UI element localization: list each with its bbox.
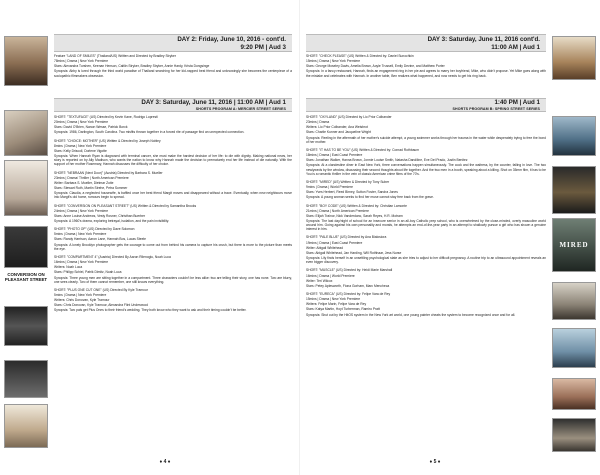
short-stars: Stars: Petey Aplesworth, Fiona Gorham, Marc Mencheca	[306, 283, 390, 288]
mired-poster	[552, 218, 596, 272]
short-synopsis: Synopsis: 1986, Darlington, South Carolina. Two misfits thrown together in a forced rite of passage find an unexpected connection.	[54, 130, 245, 135]
short-stars: Stars: Kelly Driscoll, Dorlene Vigotte	[54, 148, 107, 153]
left-shorts-list	[54, 115, 292, 317]
short-runtime: 24mins | Drama | New York Premiere	[54, 208, 109, 213]
short-stars: Stars: Charlie Kunner and Jacqueline Wright	[306, 130, 371, 135]
short-runtime: 18mins | Drama | East Coast Premiere	[306, 153, 363, 158]
textuface-poster	[4, 110, 48, 156]
short-stars: Stars: Anne Louise Andrews, Vesty Rosner, Christhan Buerber	[54, 213, 146, 218]
photo-op-poster	[4, 306, 48, 346]
day3-cont-date: DAY 3: Saturday, June 11, 2016 cont'd.	[427, 36, 540, 43]
pale-blue-poster	[552, 328, 596, 368]
short-choice-mother	[54, 139, 292, 167]
short-title: SHORT: "NEBRAAN (Next Door)" (Austria) Directed by Barbara S. Mueller	[54, 170, 163, 175]
short-writer: Writers: Noah Luca	[54, 265, 83, 270]
it-has-to-be-you-poster	[552, 166, 596, 214]
short-it-has-to-be-you	[306, 148, 546, 176]
right-photo-column	[548, 0, 600, 475]
program-b-time: 1:40 PM | Aud 1	[494, 99, 540, 106]
feature-runtime: 78mins | Drama | New York Premiere	[54, 59, 109, 64]
page-number-5: ♦ 5 ♦	[429, 459, 441, 465]
short-synopsis: Synopsis: When Hannah Ryan is diagnosed with terminal cancer, she must make the hardest decision of her life: to die with dignity. Making national news, her story is reported on by Ally Madison, who wants the nation to know why Hannah made the decision to prematurely end her life instead of die naturally. With the support of her mother Rosemary, Hannah discusses the difficulty of her choice.	[54, 154, 292, 167]
day2-header-band	[54, 34, 292, 52]
short-title: SHORT: "CHECK PLEASE" (US) Written & Directed by: Daniel Sunochkin	[306, 54, 414, 58]
short-eureca	[306, 292, 546, 317]
oxyland-poster	[552, 116, 596, 156]
short-title: SHORT: "IT HAS TO BE YOU" (US) Written & Directed by: Conrad Rothbaum	[306, 147, 420, 152]
short-stars: Stars: Philipp Schiel, Patrik Dimitz, Noah Luca	[54, 270, 122, 275]
short-stars: Stars: Katya Martin, Hoyt Turberman, Ramiro Pratt	[306, 307, 380, 312]
short-synopsis: Synopsis: In a fancy restaurant, Hannah, finds an engagement ring in her pie and agrees to marry her boyfriend, Mike, who didn't propose. Yet Mike goes along with the mistake and celebrates with Hannah. In another table, Ben realizes what happened, and now needs to get his ring back.	[306, 69, 546, 78]
short-textuface	[54, 115, 292, 135]
day3-header-band	[54, 98, 292, 112]
check-please-poster	[552, 36, 596, 80]
short-synopsis: Synopsis: The last day/night of school for an insecure senior in an all-boy Catholic prep school, who is overwhelmed by the close-minded, overly masculine world around him. Going against his own personality and morals, he attempts an end-of-the-year party in an attempt to shallowly pursue a girl who has shown a genuine interest in him.	[306, 218, 546, 232]
day2-time: 9:20 PM | Aud 3	[240, 44, 286, 51]
short-stars: Stars: Stewart Ruth, Martin Strehe, Petra Sommer	[54, 186, 128, 191]
short-synopsis: Synopsis: A young woman seeks to find her muse cannot stay free back from the grave.	[306, 195, 434, 200]
short-synopsis: Synopsis: Claudia, a neglected housewife, is baffled once her best friend Margit moves and disappeared without a trace. Eventually, when new neighbours move into Margit's old home, rumours begin to spread.	[54, 191, 292, 200]
left-content	[54, 0, 292, 475]
short-synopsis: Synopsis: Lily finds herself in an unsettling psychological state as she tries to adjust to her difficult pregnancy. A routine trip to an ultrasound appointment reveals an even bigger discovery.	[306, 256, 546, 265]
short-stars: Stars: Yves Herbert, Reed Birney, Sutton Foster, Sandra Jones	[306, 190, 398, 195]
program-a-label: SHORTS PROGRAM A: MERCIER STREET SERIES	[195, 107, 286, 111]
feature-title: Feature "LAND OF SMILES" (Thailand/US) Written and Directed by Bradley Stryker	[54, 54, 176, 58]
short-runtime: 9mins | Drama | World Premiere	[306, 185, 353, 190]
short-title: SHORT: "PHOTO OP" (US) Directed by Dave Solomon	[54, 227, 135, 232]
short-synopsis: Synopsis: A 1960's drama, exploring betrayal, isolation, and the pain invisibility.	[54, 218, 170, 223]
short-photo-op	[54, 227, 292, 251]
page-number-4: ♦ 4 ♦	[159, 459, 171, 465]
short-title: SHORT: "TEXTUFACE" (US) Directed by Kevin Kane, Rodrigo Lopresti	[54, 115, 158, 119]
short-title: SHORT: "MIRED" (US) Written & Directed by Tony Suber	[306, 179, 390, 184]
day3-cont-time: 11:00 AM | Aud 1	[491, 44, 540, 51]
short-synopsis: Synopsis: Shut out by the HitOS system in the New York art world, one young painter cheats the system to become recognized once and for all.	[306, 312, 516, 317]
day3-cont-header-band	[306, 34, 546, 52]
short-title: SHORT: "MUSCLE" (US) Directed by: Heidi Marie Marshall	[306, 268, 393, 273]
day3-date: DAY 3: Saturday, June 11, 2016 | 11:00 AM | Aud 1	[141, 99, 286, 106]
conversion-poster	[4, 226, 48, 268]
short-title: SHORT: "COMPARTMENT 4" (Austria) Directed By Aaron Rilenoglu, Noah Luca	[54, 254, 171, 259]
program-b-header-band	[306, 98, 546, 112]
left-photo-column	[0, 0, 52, 475]
short-runtime: 5mins | Drama | New York Premiere	[54, 293, 107, 297]
short-writer: Writer: Abigail Whitehead	[306, 245, 343, 250]
short-mired	[306, 180, 546, 200]
short-title: SHORT: "CHOICE: MOTHER" (US) Written & Directed by Joseph Nobley	[54, 138, 161, 143]
short-runtime: 23mins | Drama/ Thriller | North American Premiere	[54, 175, 129, 180]
short-stars: Stars: Chris Donovan, Kyle Tramour, Alexandra Flint Underwood	[54, 303, 149, 308]
plus-one-poster	[4, 404, 48, 448]
mired-poster-title: MIRED	[559, 241, 589, 249]
short-synopsis: Synopsis: Two pals get Plus Ones to their friend's wedding. They both know who they want to ask and their timing couldn't be better.	[54, 308, 247, 313]
short-nebraan	[54, 171, 292, 200]
short-runtime: 5mins | Drama | New York Premiere	[54, 232, 107, 237]
short-runtime: 20mins | Drama | New York Premiere	[54, 120, 109, 125]
feature-stars: Stars: Alexandra Turshen, Keenan Henson, Caitlin Stryker, Bradley Stryker, Annie Hardy, Krista Dongsinge	[54, 64, 210, 69]
short-stars: Stars: Elijah Trainor, Nick Vanderdanc, Sarah Reyes, H.R. Motram	[306, 213, 403, 218]
short-muscle	[306, 268, 546, 288]
short-runtime: 16mins | Drama | New York Premiere	[54, 260, 109, 265]
conversion-caption: CONVERSION ON PLEASANT STREET	[4, 272, 48, 283]
short-writer: Writer: Teri Wilcox	[306, 278, 333, 283]
short-title: SHORT: "EURECA" (US) Directed by: Felipe Vara de Rey	[306, 292, 391, 296]
day2-date: DAY 2: Friday, June 10, 2016 - cont'd.	[177, 36, 286, 43]
short-title: SHORT: "OXYLAND" (US) Directed by Lio Prior Colbander	[306, 115, 392, 119]
right-shorts-list	[306, 115, 546, 321]
land-of-smiles-poster	[4, 36, 48, 86]
short-runtime: 19mins | Drama | East Coast Premiere	[306, 240, 363, 245]
short-oxyland	[306, 115, 546, 144]
short-pale-blue	[306, 235, 546, 264]
short-stars: Stars: Randy Harrison, Aaron Lane, Hannah Bos, Lucas Steele	[54, 237, 147, 242]
program-b-label: SHORTS PROGRAM B: SPRING STREET SERIES	[452, 107, 540, 111]
land-of-smiles-block	[54, 54, 292, 79]
short-stars: Stars: George Moseley Davis, Amelia Brown, Aoyle Trussell, Emily Devine, and Matthew Porter	[306, 64, 445, 69]
short-conversion	[54, 204, 292, 224]
short-writer: Writers: Lio Prior Colbander, Ana Weisbrot	[306, 125, 368, 130]
short-stars: Stars: David O'Brien, Nanon Wesse, Patrick Borck	[54, 125, 128, 130]
short-title: SHORT: "BOY CODE" (US) Written & Directed by: Christian Lamonte	[306, 203, 407, 208]
short-synopsis: Synopsis: At a clandestine diner in East New York, three conversations happen simultaneously. The cook and the waitress, by the counter, falling in love. The two newlyweds by the window, discussing their second thoughts about life together. And the two men in a booth, speaking about a killing. Shot on 35mm film, it has to be You is a romantic thriller in the vein of classic American crime films of the 70's.	[306, 163, 546, 176]
short-plus-one	[54, 288, 292, 313]
right-page	[300, 0, 600, 475]
short-synopsis: Synopsis: Three young men are sitting together in a compartment. Three characters couldn't be less alike: two are telling their story, one has none. Two are blurry, one sees clearly. Two of them cannot remember, one still knows everything.	[54, 275, 292, 284]
short-stars: Stars: Abigail Whitehead, Jan Harding, Will Rothhaar, Jess Nurse	[306, 250, 402, 255]
short-runtime: 21mins | Drama | North American Premiere	[306, 208, 369, 213]
short-stars: Stars: Jonathan Walker, Hanna Brown, Jonnie Louise Smith, Natasha Dandiline, Eve Del Prado, Justin Benitez	[306, 158, 468, 163]
feature-synopsis: Synopsis: Abby is lured through the third world paradise of Thailand searching for her kid-napped best friend and unknowingly she becomes the centerpiece of a sociopathic filmmakers obsession.	[54, 69, 292, 78]
boy-code-poster	[552, 282, 596, 320]
short-writer: Writers: Felipe Marin, Felipe Vara de Rey	[306, 302, 367, 307]
short-synopsis: Synopsis: A lonely Brooklyn photographer gets the courage to come out from behind his camera to capture his crush, but there is more to the picture than meets the eye.	[54, 242, 292, 251]
muscle-poster	[552, 378, 596, 410]
short-title: SHORT: "PLUS ONE CUT ONE" (US) Directed By Kyle Tramour	[54, 287, 148, 292]
short-runtime: 15mins | Drama | New York Premiere	[306, 59, 361, 64]
short-synopsis: Synopsis: Reeling in the aftermath of her mother's suicide attempt, a young swimmer works through her trauma in the water while desperately trying to free the bond of her mother.	[306, 135, 546, 144]
short-runtime: 23mins | Drama	[306, 120, 330, 125]
short-compartment-4	[54, 255, 292, 284]
short-runtime: 16mins | Drama | World Premiere	[306, 273, 355, 278]
eureca-poster	[552, 418, 596, 452]
short-runtime: 15mins | Drama | New York Premiere	[306, 297, 361, 302]
short-title: SHORT: "PALE BLUE" (US) Directed by Ana Bialosiora	[306, 235, 387, 240]
compartment-4-poster	[4, 360, 48, 398]
short-writer: Writer: Barbara S. Mueller, Dietmar Zotie	[54, 180, 114, 185]
short-title: SHORT: "CONVERSION ON PLEASANT STREET" (US) Written & Directed by Samantha Brooks	[54, 203, 197, 208]
right-content	[306, 0, 546, 475]
choice-mother-poster	[4, 160, 48, 216]
check-please-block	[306, 54, 546, 79]
short-boy-code	[306, 204, 546, 232]
short-runtime: 8mins | Drama | New York Premiere	[54, 143, 107, 148]
short-writer: Writers: Chris Donovan, Kyle Tramour	[54, 298, 110, 303]
